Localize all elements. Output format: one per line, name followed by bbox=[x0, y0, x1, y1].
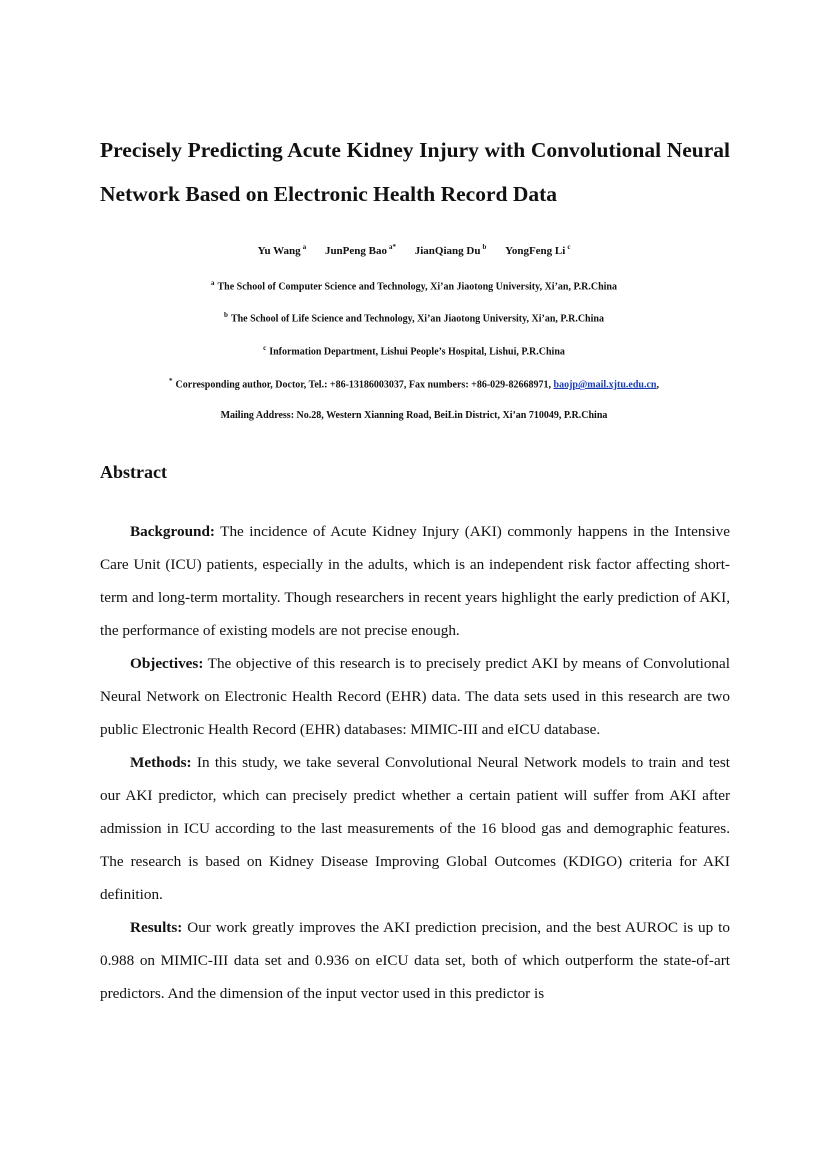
correspondence-text: Corresponding author, Doctor, Tel.: +86-13186003037, Fax numbers: +86-029-82668971, bbox=[175, 379, 554, 391]
affiliation-b bbox=[0, 311, 828, 324]
paper-title: Precisely Predicting Acute Kidney Injury with Convolutional Neural Network Based on Electronic Health Record Data bbox=[100, 138, 730, 206]
email-link[interactable]: baojp@mail.xjtu.edu.cn bbox=[553, 379, 657, 391]
abstract-paragraph bbox=[100, 746, 730, 911]
author-sup: c bbox=[567, 243, 571, 251]
author-sup: a bbox=[302, 243, 307, 251]
abstract-body bbox=[100, 515, 730, 1010]
section-label: Results: bbox=[130, 919, 183, 936]
abstract-paragraph bbox=[100, 911, 730, 1010]
mailing-address: Mailing Address: No.28, Western Xianning Road, BeiLin District, Xi’an 710049, P.R.China bbox=[220, 410, 608, 421]
section-label: Background: bbox=[130, 523, 215, 540]
affiliation-text: Information Department, Lishui People’s Hospital, Lishui, P.R.China bbox=[269, 346, 565, 358]
author-name: JianQiang Du bbox=[414, 244, 481, 257]
affiliation-a bbox=[0, 279, 828, 292]
author-name: JunPeng Bao bbox=[324, 244, 387, 257]
affiliation-text: The School of Computer Science and Technology, Xi’an Jiaotong University, Xi’an, P.R.China bbox=[217, 281, 617, 293]
affiliation-sup: a bbox=[211, 279, 215, 287]
author-sup: b bbox=[482, 243, 487, 251]
abstract-paragraph bbox=[100, 515, 730, 647]
affiliation-sup: c bbox=[263, 344, 267, 352]
abstract-heading: Abstract bbox=[100, 462, 167, 482]
correspondence-suffix: , bbox=[656, 379, 659, 391]
section-text: In this study, we take several Convolutional Neural Network models to train and test our AKI predictor, which can precisely predict whether a certain patient will suffer from AKI after admission in ICU according to the last measurements of the 16 blood gas and demographic features. The research is based on Kidney Disease Improving Global Outcomes (KDIGO) criteria for AKI definition. bbox=[100, 754, 730, 903]
correspondence bbox=[0, 377, 828, 390]
section-label: Objectives: bbox=[130, 655, 204, 672]
author bbox=[415, 245, 487, 257]
section-text: The objective of this research is to precisely predict AKI by means of Convolutional Neural Network on Electronic Health Record (EHR) data. The data sets used in this research are two public Electronic Health Record (EHR) databases: MIMIC-III and eICU database. bbox=[100, 655, 730, 738]
section-text: Our work greatly improves the AKI prediction precision, and the best AUROC is up to 0.988 on MIMIC-III data set and 0.936 on eICU data set, both of which outperform the state-of-art predictors. And the dimension of the input vector used in this predictor is bbox=[100, 919, 730, 1002]
author bbox=[505, 245, 570, 257]
author-name: Yu Wang bbox=[257, 244, 301, 257]
section-text: The incidence of Acute Kidney Injury (AKI) commonly happens in the Intensive Care Unit (ICU) patients, especially in the adults, which is an independent risk factor affecting short-term and long-term mortality. Though researchers in recent years highlight the early prediction of AKI, the performance of existing models are not precise enough. bbox=[100, 523, 730, 639]
affiliation-text: The School of Life Science and Technology, Xi’an Jiaotong University, Xi’an, P.R.China bbox=[230, 313, 604, 325]
section-label: Methods: bbox=[130, 754, 192, 771]
author-name: YongFeng Li bbox=[505, 244, 566, 257]
author-sup: a* bbox=[388, 243, 396, 251]
affiliation-sup: b bbox=[224, 311, 228, 319]
affiliation-c bbox=[0, 344, 828, 357]
correspondence-sup: * bbox=[169, 377, 173, 385]
author bbox=[258, 245, 307, 257]
author-list bbox=[0, 243, 828, 257]
author bbox=[325, 245, 396, 257]
abstract-paragraph bbox=[100, 647, 730, 746]
